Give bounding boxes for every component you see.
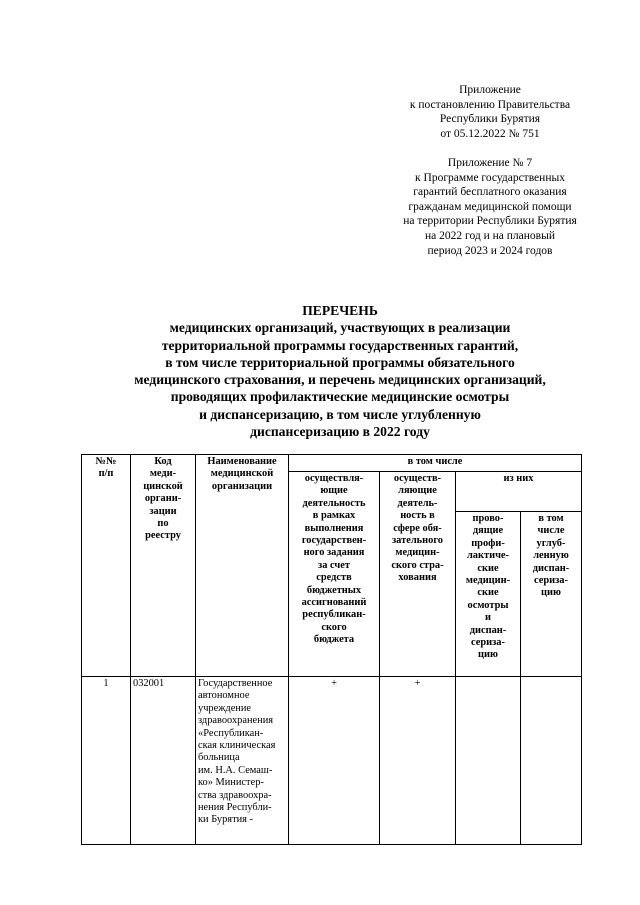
header-including: в том числе: [289, 455, 582, 472]
header-budget-funded: осуществля- ющие деятельность в рамках выполнения государствен- ного задания за счет средств бюджетных ассигнований республикан- ского бюджета: [289, 472, 380, 677]
appendix-line: Приложение № 7: [447, 157, 533, 169]
header-of-them: из них: [456, 472, 582, 512]
header-oms-activity: осуществ- ляющие деятель- ность в сфере обя- зательного медицин- ского стра- хования: [380, 472, 456, 677]
header-number: №№ п/п: [82, 455, 131, 677]
title-line: проводящих профилактические медицинские осмотры: [170, 389, 510, 405]
title-line: территориальной программы государственных гарантий,: [161, 337, 519, 353]
header-organization-name: Наименование медицинской организации: [196, 455, 289, 677]
cell-number: 1: [82, 677, 131, 845]
organizations-table: [81, 454, 582, 845]
document-title: [60, 302, 620, 440]
appendix-line: Республики Бурятия: [439, 113, 541, 126]
table-row: [82, 677, 582, 845]
appendix-line: Приложение: [459, 84, 521, 96]
cell-registry-code: 032001: [131, 677, 196, 845]
title-line: в том числе территориальной программы обязательного: [165, 354, 515, 370]
appendix-line: период 2023 и 2024 годов: [427, 244, 553, 257]
cell-in-depth-screening: [521, 677, 582, 845]
appendix-program: [380, 156, 600, 258]
title-line: медицинского страхования, и перечень медицинских организаций,: [134, 372, 546, 388]
cell-oms-activity: +: [380, 677, 456, 845]
appendix-line: гарантий бесплатного оказания: [413, 186, 567, 199]
cell-budget-funded: +: [289, 677, 380, 845]
title-line: диспансеризацию в 2022 году: [250, 424, 430, 440]
cell-organization-name: Государственное автономное учреждение здравоохранения «Республикан- ская клиническая больница им. Н.А. Семаш- ко» Министер- ства здравоохра- нения Республи- ки Бурятия -: [196, 677, 289, 845]
appendix-government-decree: [380, 83, 600, 141]
title-heading: ПЕРЕЧЕНЬ: [302, 303, 378, 318]
header-registry-code: Код меди- цинской органи- зации по реестру: [131, 455, 196, 677]
appendix-line: гражданам медицинской помощи: [408, 200, 572, 213]
title-line: медицинских организаций, участвующих в реализации: [169, 320, 511, 336]
appendix-line: к постановлению Правительства: [409, 98, 571, 111]
title-line: и диспансеризацию, в том числе углубленную: [199, 406, 481, 422]
appendix-line: от 05.12.2022 № 751: [440, 127, 540, 140]
header-preventive-exams: прово- дящие профи- лактиче- ские медицин- ские осмотры и диспан- сериза- цию: [456, 512, 521, 677]
appendix-line: к Программе государственных: [415, 171, 565, 184]
cell-preventive-exams: [456, 677, 521, 845]
header-in-depth-screening: в том числе углуб- ленную диспан- сериза- цию: [521, 512, 582, 677]
appendix-line: на 2022 год и на плановый: [425, 229, 555, 242]
appendix-line: на территории Республики Бурятия: [403, 215, 577, 228]
